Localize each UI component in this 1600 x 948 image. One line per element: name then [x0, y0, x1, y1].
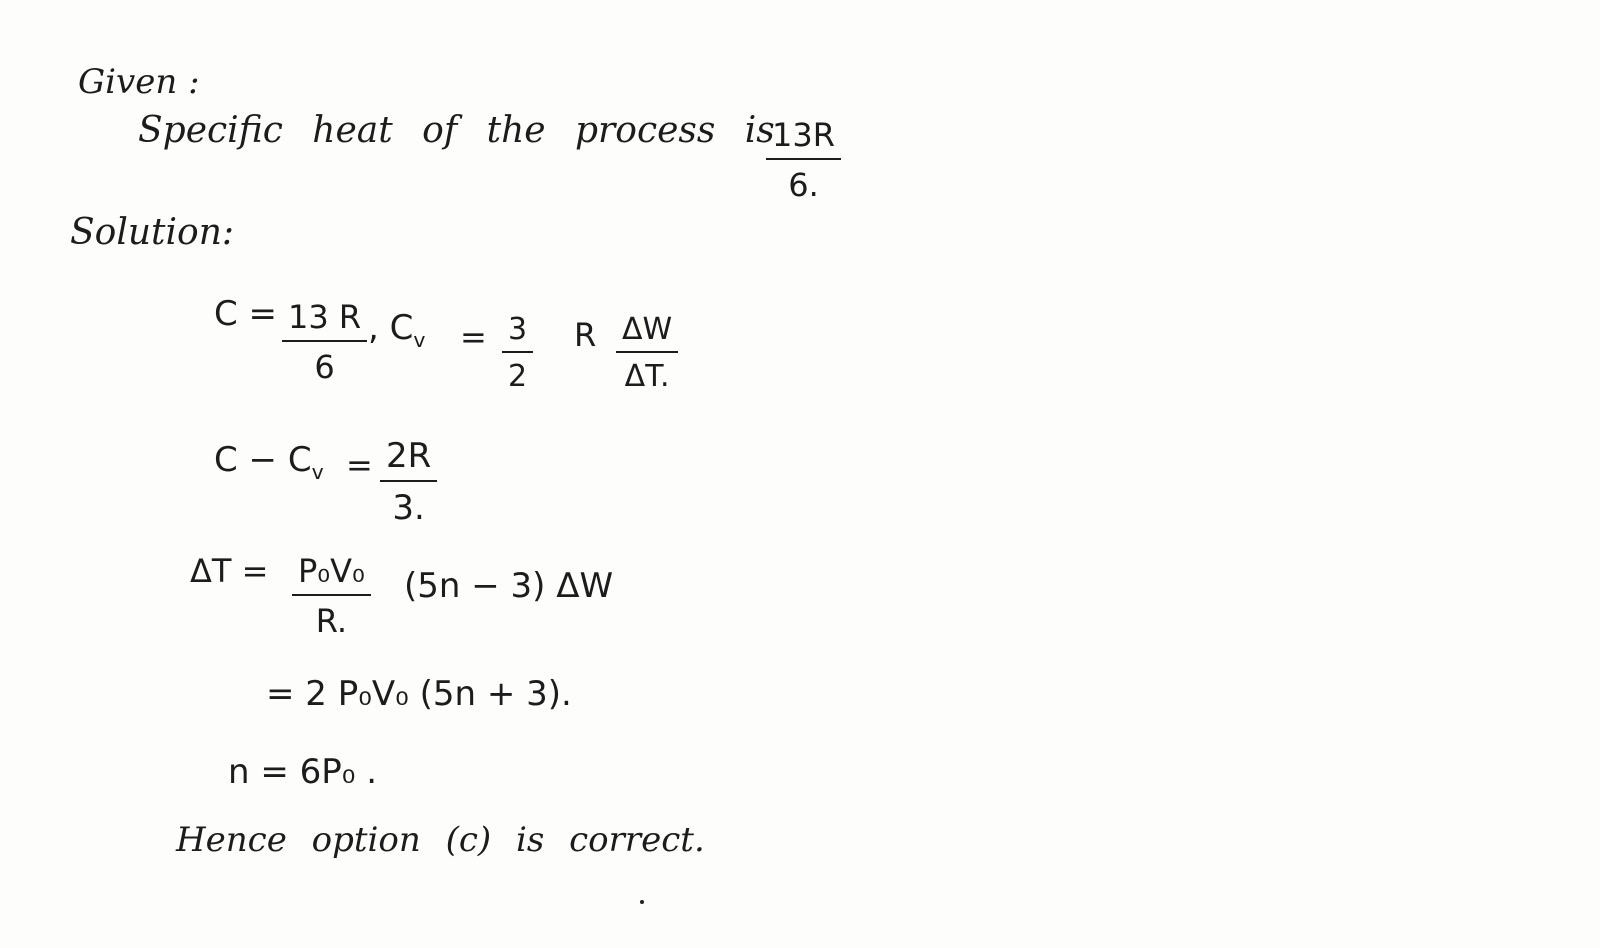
eq2-lhs-subscript: v — [311, 459, 324, 484]
eq1-cv-denominator: 2 — [508, 359, 528, 394]
eq2-lhs — [214, 440, 324, 484]
given-fraction — [766, 116, 841, 204]
eq1-cv — [368, 308, 425, 352]
eq3-rest: (5n − 3) ΔW — [404, 566, 614, 606]
eq1-dw-fraction — [616, 312, 678, 394]
given-fraction-denominator: 6. — [788, 166, 819, 204]
conclusion-text: Hence option (c) is correct. — [176, 820, 705, 860]
eq1-equals: = — [460, 318, 487, 356]
eq1-cv-numerator: 3 — [502, 312, 533, 353]
eq2-fraction — [380, 436, 437, 528]
eq1-c-denominator: 6 — [314, 348, 335, 386]
eq2-lhs-text: C − C — [214, 440, 312, 480]
eq2-numerator: 2R — [380, 436, 437, 482]
eq1-cv-symbol: , C — [368, 308, 414, 348]
eq1-c-fraction — [282, 298, 367, 386]
eq5: n = 6P₀ . — [228, 752, 378, 792]
solution-heading: Solution: — [70, 212, 235, 253]
eq1-c-numerator: 13 R — [282, 298, 367, 342]
eq2-equals: = — [346, 446, 373, 484]
eq2-denominator: 3. — [392, 488, 425, 528]
eq1-cv-subscript: v — [413, 327, 426, 352]
eq3-lhs: ΔT = — [190, 552, 269, 590]
eq1-lhs: C = — [214, 294, 278, 334]
eq1-dw-numerator: ΔW — [616, 312, 678, 353]
given-fraction-numerator: 13R — [766, 116, 841, 160]
eq3-denominator: R. — [315, 602, 348, 640]
eq3-fraction — [292, 552, 371, 640]
stray-ink-dot — [640, 900, 644, 904]
given-heading: Given : — [78, 62, 200, 102]
eq1-cv-fraction — [502, 312, 533, 394]
eq3-numerator: P₀V₀ — [292, 552, 371, 596]
given-statement: Specific heat of the process is — [138, 110, 775, 151]
eq1-r: R — [574, 316, 597, 354]
eq4: = 2 P₀V₀ (5n + 3). — [266, 674, 572, 714]
eq1-dw-denominator: ΔT. — [624, 359, 670, 394]
